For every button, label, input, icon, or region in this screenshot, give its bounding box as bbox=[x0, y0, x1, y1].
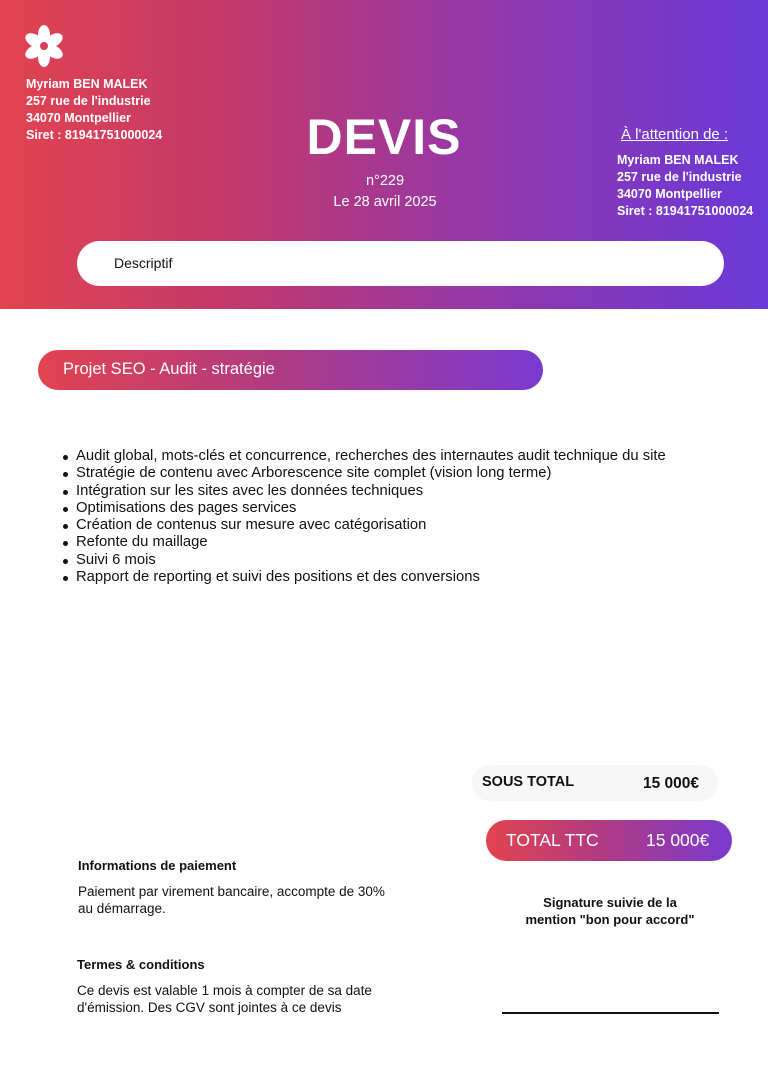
payment-text: Paiement par virement bancaire, accompte de 30% au démarrage. bbox=[78, 884, 385, 916]
subtotal-value: 15 000€ bbox=[643, 775, 700, 792]
attention-label: À l'attention de : bbox=[621, 126, 729, 143]
subtotal-label: SOUS TOTAL bbox=[482, 774, 575, 790]
recipient-name: Myriam BEN MALEK bbox=[617, 153, 739, 167]
list-item: Suivi 6 mois bbox=[76, 552, 666, 569]
terms-title: Termes & conditions bbox=[77, 957, 205, 972]
signature-instructions bbox=[500, 894, 720, 928]
sender-city: 34070 Montpellier bbox=[26, 111, 131, 125]
signature-line bbox=[502, 1012, 719, 1014]
payment-title: Informations de paiement bbox=[78, 858, 237, 873]
recipient-address bbox=[617, 152, 753, 220]
project-title: Projet SEO - Audit - stratégie bbox=[63, 360, 275, 378]
signature-line-2: mention "bon pour accord" bbox=[525, 912, 695, 927]
document-title: DEVIS bbox=[306, 109, 462, 165]
sender-name: Myriam BEN MALEK bbox=[26, 77, 148, 91]
list-item: Optimisations des pages services bbox=[76, 500, 666, 517]
sender-siret: Siret : 81941751000024 bbox=[26, 128, 163, 142]
recipient-street: 257 rue de l'industrie bbox=[617, 170, 742, 184]
document-date: Le 28 avril 2025 bbox=[333, 194, 437, 210]
description-bar bbox=[77, 241, 724, 286]
project-title-banner bbox=[38, 350, 543, 390]
flower-logo-icon bbox=[22, 24, 66, 68]
list-item: Refonte du maillage bbox=[76, 534, 666, 551]
total-label: TOTAL TTC bbox=[506, 830, 599, 850]
description-label: Descriptif bbox=[114, 255, 173, 271]
list-item: Stratégie de contenu avec Arborescence site complet (vision long terme) bbox=[76, 465, 666, 482]
list-item: Audit global, mots-clés et concurrence, recherches des internautes audit technique du site bbox=[76, 448, 666, 464]
recipient-city: 34070 Montpellier bbox=[617, 187, 722, 201]
sender-street: 257 rue de l'industrie bbox=[26, 94, 151, 108]
signature-line-1: Signature suivie de la bbox=[543, 895, 677, 910]
terms-text: Ce devis est valable 1 mois à compter de sa date d'émission. Des CGV sont jointes à ce devis bbox=[77, 983, 372, 1015]
list-item: Rapport de reporting et suivi des positions et des conversions bbox=[76, 569, 666, 586]
header-banner bbox=[0, 0, 768, 309]
document-number: n°229 bbox=[365, 173, 405, 189]
list-item: Création de contenus sur mesure avec catégorisation bbox=[76, 517, 666, 534]
project-items-list bbox=[76, 448, 666, 586]
total-value: 15 000€ bbox=[646, 830, 710, 850]
recipient-siret: Siret : 81941751000024 bbox=[617, 204, 754, 218]
list-item: Intégration sur les sites avec les données techniques bbox=[76, 483, 666, 500]
